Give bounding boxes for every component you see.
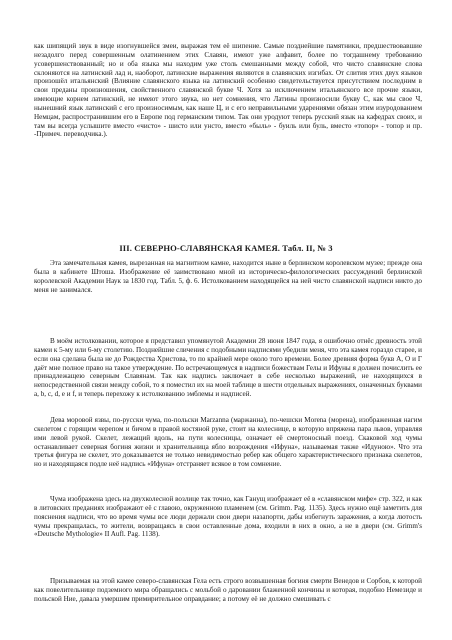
paragraph-plague-maiden: Дева моровой язвы, по-русски чума, по-польски Marzanna (маржанна), по-чешски Morena (морена), изображенная нагим скелетом с горящим черепом и бичом в правой костяной руке, стоит на колеснице, в которую впряжена пара львов, управляя ими левой рукой. Скелет, лежащий вдоль, на пути колесницы, означает её смертоносный поезд. Скаковой ход чумы останавливает северная богиня жизни и хранительница ябло возрождения «Ифуна», называемая также «Идуною». Что эта третья фигура не скелет, это доказывается не только невидимостью ребер как общего характеристического признака скелетов, но и находящаяся подле неё надпись «Ифуна» отстраняет всякое в том сомнение. <box>34 416 422 469</box>
paragraph-dating: В моём истолковании, которое я представил упомянутой Академии 28 июня 1847 года, я ошибочно отнёс древность этой камеи к 5-му или 6-му столетию. Позднейшие сличения с подобными надписями убедили меня, что эта камея гораздо старее, и если она сделана была не до Рождества Христова, то по крайней мере около того времени. Более древняя форма букв А, О и Г даёт мне полное право на такое утверждение. По встречающемуся в надписи божествам Гелы и Ифуны я должен почислить ее принадлежащею северным Славянам. Так как надпись заключает в себе несколько выражений, не находящихся в непосредственной связи между собой, то я поместил их на моей таблице в шести отдельных выражениях, означенных буквами а, b, c, d, e и f, и теперь перехожу к истолкованию эмблемы и надписей. <box>34 337 422 399</box>
paragraph-intro-continuation: как шипящий звук в виде изогнувшейся змеи, выражая тем её шипение. Самые позднейшие памятники, предшествовавшие незадолго перед совершенным олатинением этих Славян, имеют уже алфавит, более по тогдашнему требованию усовершенствованный; но и оба языка мы находим уже столь смешанными между собой, что чисто славянские слова склоняются на латинский лад и, наоборот, латинские выражения являются в славянских изгибах. От слития этих двух языков произошёл итальянский (Влияние славянского языка на латинский особенно свидетельствуется присутствием последним в свои преданы произношения, свойственного славянской букве Ч. Хотя за исключением итальянского все прочие языки, имеющие корнем латинский, не имеют этого звука, но нет сомнения, что Латины произносили букву С, как мы свое Ч, нынешний язык латинский с его произносимым, как наше Ц, и с его неправильными ударениями обязан этим изуродованием Немцам, распространившим его в Европе под германским типом. Так они уродуют теперь русский язык на кафедрах своих, и там вы всегда услышите вместо «чисто» - шисто или унсто, вместо «быль» - буиль или буль, вместо «топор» - топор и пр. -Примеч. переводчика.). <box>34 42 422 139</box>
paragraph-goddess-hela: Призываемая на этой камее северо-славянская Гела есть строго возвышенная богиня смерти Венедов и Сорбов, к которой как повелительнице подземного мира обращались с мольбой о даровании блаженной кончины и которая, подобно Немезиде и польской Ние, давала умершим примирительное оправдание; а потому её не должно смешивать с <box>34 577 422 603</box>
paragraph-cameo-description: Эта замечательная камея, вырезанная на магнитном камне, находится ныне в берлинском королевском музее; прежде она была в кабинете Штоша. Изображение её заимствовано мной из историческо-филологических рассуждений берлинской королевской Академии Наук за 1830 год. Табл. 5, ф. 6. Истолкованием находящейся на ней чисто славянской надписи никто до меня не занимался. <box>34 259 422 294</box>
paragraph-chariot: Чума изображена здесь на двухколесной возлице так точно, как Ганущ изображает её в «славянском мифе» стр. 322, и как в литовских преданиях изображают её с главою, окруженною пламенем (см. Grimm. Pag. 1135). Здесь нужно ещё заметить для пояснения надписи, что во время чумы все люди держали свои двери назапорти, дабы избегнуть заражения, а когда лютость чумы прекращалась, то жители, возвращаясь в свои оставленные дома, входили в них в окно, а не в двери (см. Grimm's «Deutsche Mythologie» II Aufl. Pag. 1138). <box>34 495 422 539</box>
section-heading: III. СЕВЕРНО-СЛАВЯНСКАЯ КАМЕЯ. Табл. II, № 3 <box>119 243 333 253</box>
